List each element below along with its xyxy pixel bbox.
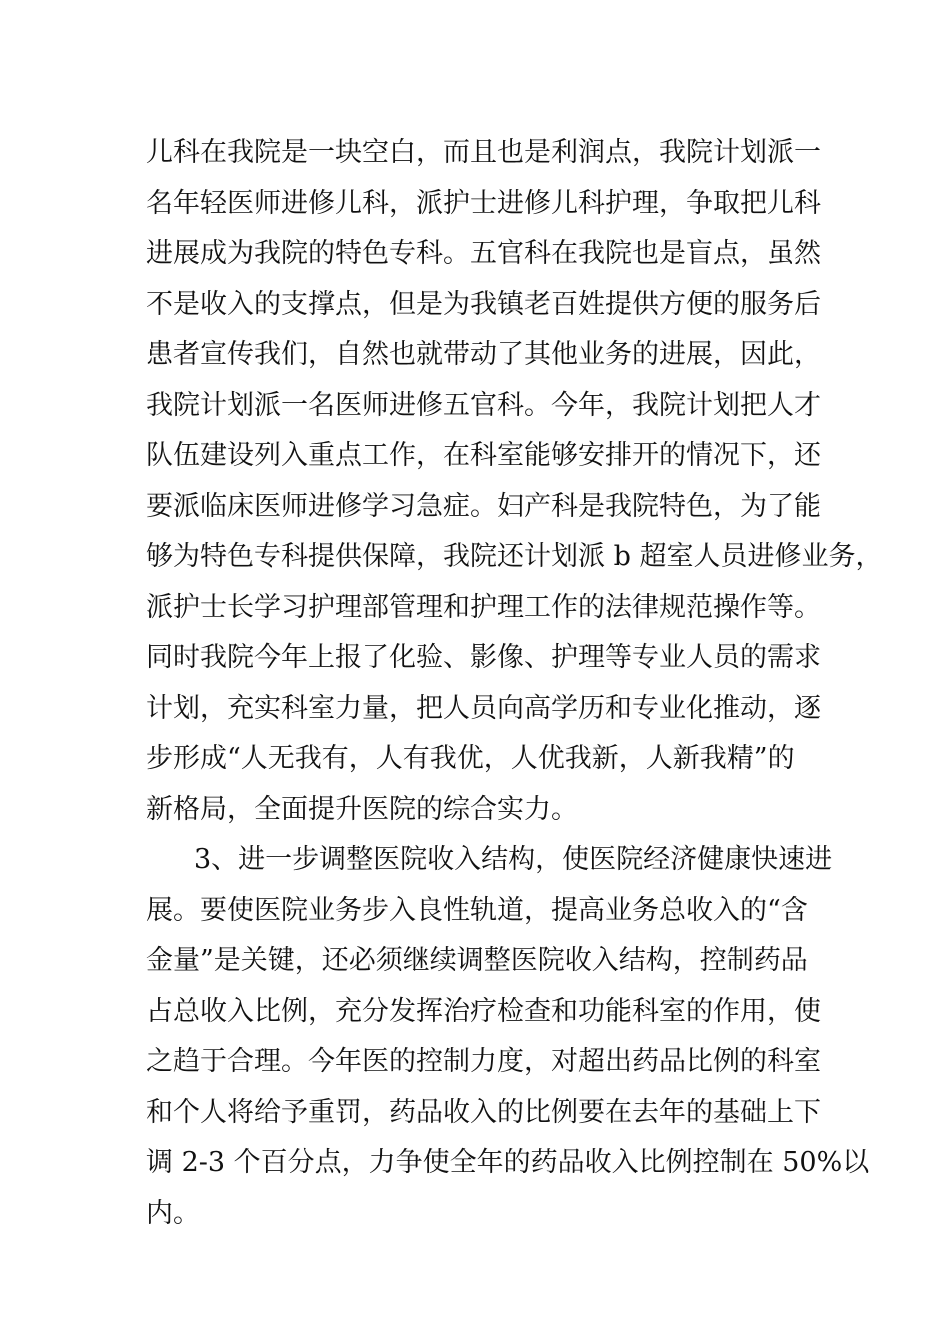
text-line-2: 名年轻医师进修儿科，派护士进修儿科护理，争取把儿科: [146, 187, 821, 219]
text-line-21: 调 2-3 个百分点，力争使全年的药品收入比例控制在 50%以: [146, 1147, 870, 1178]
text-line-10: 派护士长学习护理部管理和护理工作的法律规范操作等。: [146, 591, 821, 623]
text-line-6: 我院计划派一名医师进修五官科。今年，我院计划把人才: [146, 389, 821, 421]
body-text: [146, 128, 883, 1239]
text-line-12: 计划，充实科室力量，把人员向高学历和专业化推动，逐: [146, 692, 821, 724]
text-line-22: 内。: [146, 1197, 200, 1229]
text-line-17: 金量”是关键，还必须继续调整医院收入结构，控制药品: [146, 945, 808, 976]
text-line-14: 新格局，全面提升医院的综合实力。: [146, 793, 578, 825]
text-line-20: 和个人将给予重罚，药品收入的比例要在去年的基础上下: [146, 1096, 821, 1128]
text-line-1: 儿科在我院是一块空白，而且也是利润点，我院计划派一: [146, 137, 821, 168]
text-line-3: 进展成为我院的特色专科。五官科在我院也是盲点，虽然: [146, 238, 821, 269]
text-line-18: 占总收入比例，充分发挥治疗检查和功能科室的作用，使: [146, 995, 821, 1027]
text-line-15: 3、进一步调整医院收入结构，使医院经济健康快速进: [194, 844, 833, 875]
text-line-8: 要派临床医师进修学习急症。妇产科是我院特色，为了能: [146, 490, 821, 522]
text-line-4: 不是收入的支撑点，但是为我镇老百姓提供方便的服务后: [146, 288, 821, 320]
text-line-9: 够为特色专科提供保障，我院还计划派 b 超室人员进修业务，: [146, 541, 883, 572]
text-line-16: 展。要使医院业务步入良性轨道，提高业务总收入的“含: [146, 894, 808, 926]
text-line-7: 队伍建设列入重点工作，在科室能够安排开的情况下，还: [146, 440, 821, 471]
text-line-11: 同时我院今年上报了化验、影像、护理等专业人员的需求: [146, 642, 821, 673]
text-line-5: 患者宣传我们，自然也就带动了其他业务的进展，因此，: [146, 339, 821, 370]
text-line-13: 步形成“人无我有，人有我优，人优我新，人新我精”的: [146, 743, 795, 774]
text-line-19: 之趋于合理。今年医的控制力度，对超出药品比例的科室: [146, 1046, 821, 1077]
